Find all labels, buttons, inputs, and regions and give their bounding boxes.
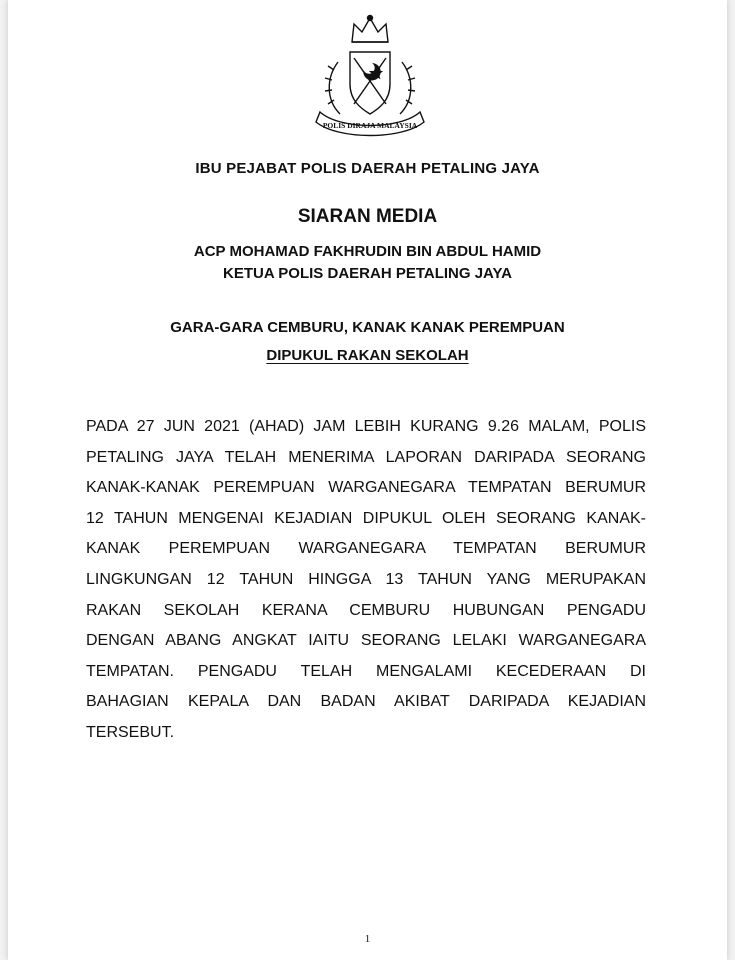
officer-title: KETUA POLIS DAERAH PETALING JAYA (223, 265, 512, 282)
body-paragraph (86, 418, 646, 755)
body-line: TERSEBUT. (86, 723, 175, 741)
headline-line-2-text: DIPUKUL RAKAN SEKOLAH (266, 347, 469, 364)
body-line: KANAK-KANAK PEREMPUAN WARGANEGARA TEMPATAN BERUMUR (86, 479, 646, 497)
crest-banner-text: POLIS DIRAJA MALAYSIA (322, 121, 418, 130)
body-line: RAKAN SEKOLAH KERANA CEMBURU HUBUNGAN PENGADU (86, 601, 646, 619)
body-line: PADA 27 JUN 2021 (AHAD) JAM LEBIH KURANG 9.26 MALAM, POLIS (86, 418, 646, 435)
officer-name: ACP MOHAMAD FAKHRUDIN BIN ABDUL HAMID (193, 243, 542, 260)
body-line: PETALING JAYA TELAH MENERIMA LAPORAN DARIPADA SEORANG (86, 448, 646, 466)
headline-line-2 (0, 347, 735, 364)
release-type: SIARAN MEDIA (297, 206, 438, 227)
body-line: KANAK PEREMPUAN WARGANEGARA TEMPATAN BERUMUR (86, 540, 646, 558)
body-line: TEMPATAN. PENGADU TELAH MENGALAMI KECEDERAAN DI (86, 662, 646, 680)
page-number: 1 (364, 933, 371, 945)
body-line: LINGKUNGAN 12 TAHUN HINGGA 13 TAHUN YANG MERUPAKAN (86, 570, 646, 588)
office-heading: IBU PEJABAT POLIS DAERAH PETALING JAYA (195, 160, 540, 177)
body-line: 12 TAHUN MENGENAI KEJADIAN DIPUKUL OLEH SEORANG KANAK- (86, 509, 646, 527)
body-line: BAHAGIAN KEPALA DAN BADAN AKIBAT DARIPADA KEJADIAN (86, 693, 646, 711)
police-crest-icon (310, 12, 430, 140)
body-line: DENGAN ABANG ANGKAT IAITU SEORANG LELAKI WARGANEGARA (86, 632, 646, 650)
headline-line-1: GARA-GARA CEMBURU, KANAK KANAK PEREMPUAN (170, 319, 565, 336)
